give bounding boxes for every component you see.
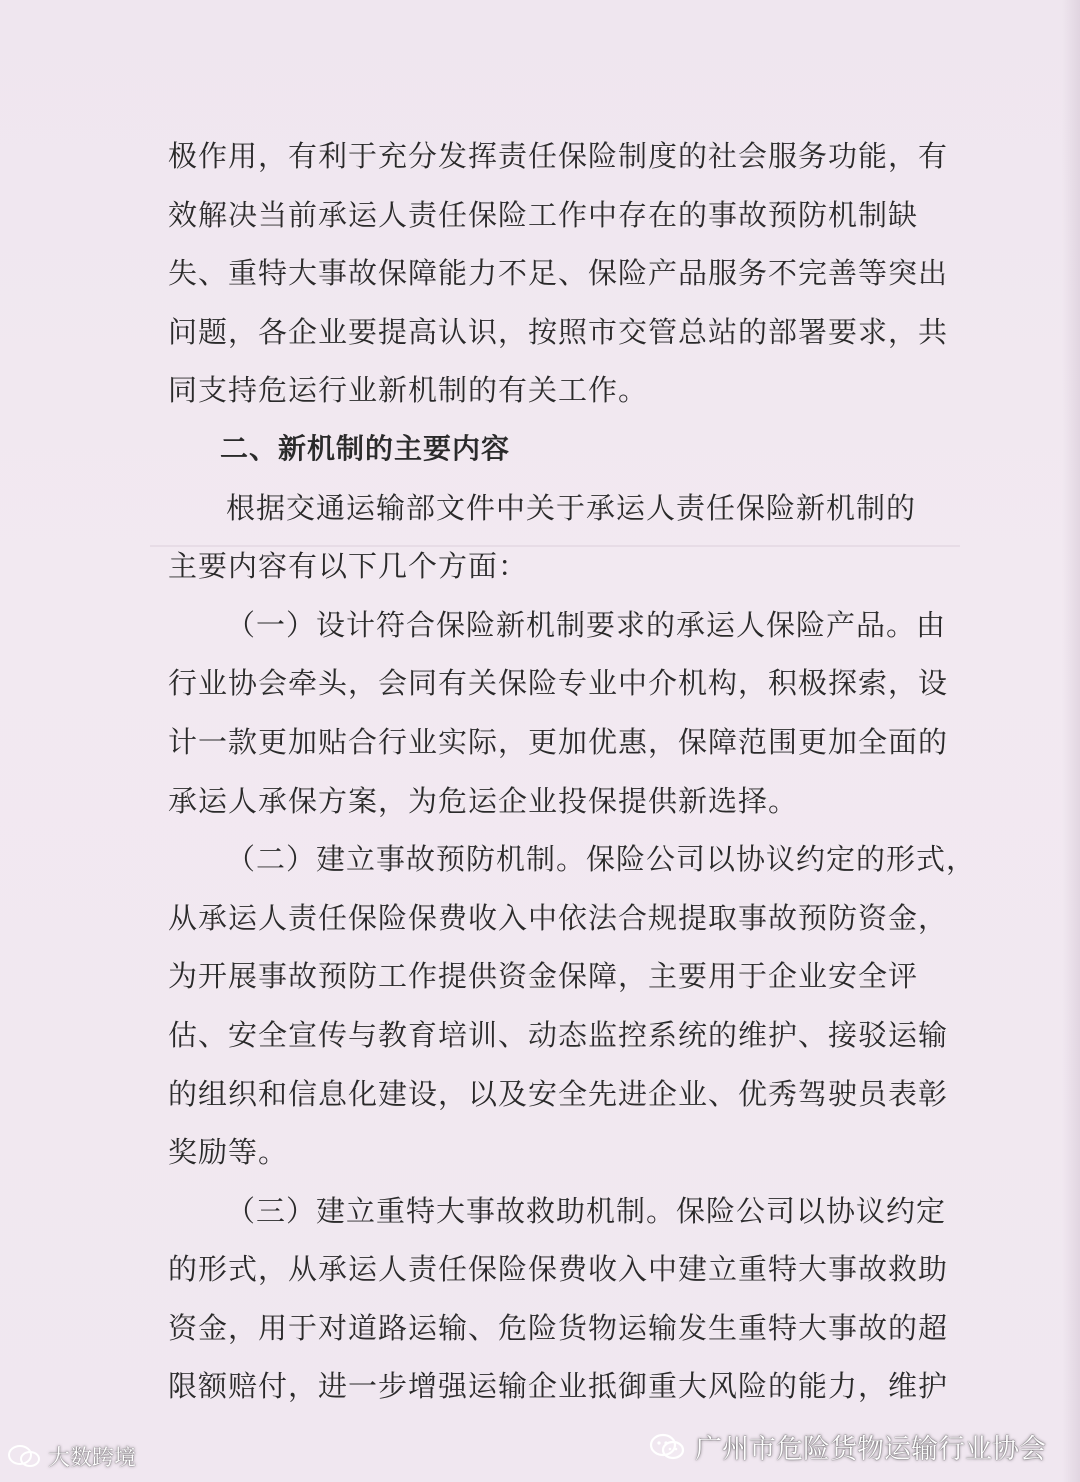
paragraph-line: 根据交通运输部文件中关于承运人责任保险新机制的	[226, 490, 917, 525]
wechat-icon	[649, 1432, 685, 1462]
paragraph-line: 同支持危运行业新机制的有关工作。	[168, 373, 649, 408]
paragraph-line: 主要内容有以下几个方面：	[168, 549, 529, 584]
left-watermark-label: 大数跨境	[48, 1446, 137, 1471]
paragraph-line: 限额赔付，进一步增强运输企业抵御重大风险的能力，维护	[168, 1369, 949, 1404]
paragraph-line: 的形式，从承运人责任保险保费收入中建立重特大事故救助	[168, 1252, 949, 1287]
paragraph-line: 奖励等。	[168, 1135, 289, 1170]
footer-watermarks	[0, 1422, 1080, 1482]
paragraph-line: 行业协会牵头，会同有关保险专业中介机构，积极探索，设	[168, 666, 949, 701]
paragraph-line: （一）设计符合保险新机制要求的承运人保险产品。由	[226, 607, 947, 642]
paragraph-line: （三）建立重特大事故救助机制。保险公司以协议约定	[226, 1193, 947, 1228]
paragraph-line: 计一款更加贴合行业实际，更加优惠，保障范围更加全面的	[168, 724, 949, 759]
paragraph-line: 极作用，有利于充分发挥责任保险制度的社会服务功能，有	[168, 139, 949, 173]
paragraph-line: 从承运人责任保险保费收入中依法合规提取事故预防资金，	[168, 900, 949, 935]
paragraph-line: 的组织和信息化建设，以及安全先进企业、优秀驾驶员表彰	[168, 1076, 949, 1111]
left-watermark	[6, 1441, 136, 1472]
right-watermark-label: 广州市危险货物运输行业协会	[695, 1434, 1046, 1465]
paragraph-line: （二）建立事故预防机制。保险公司以协议约定的形式，	[226, 842, 977, 877]
paragraph-line: 效解决当前承运人责任保险工作中存在的事故预防机制缺	[168, 197, 919, 232]
section-heading: 二、新机制的主要内容	[220, 431, 511, 465]
right-watermark	[649, 1427, 1046, 1466]
paragraph-line: 为开展事故预防工作提供资金保障，主要用于企业安全评	[168, 959, 919, 994]
document-body	[168, 134, 977, 1423]
paragraph-line: 问题，各企业要提高认识，按照市交管总站的部署要求，共	[168, 314, 949, 349]
paragraph-line: 资金，用于对道路运输、危险货物运输发生重特大事故的超	[168, 1310, 949, 1345]
paragraph-line: 承运人承保方案，为危运企业投保提供新选择。	[168, 783, 799, 818]
chat-bubble-icon	[6, 1442, 42, 1472]
paragraph-line: 估、安全宣传与教育培训、动态监控系统的维护、接驳运输	[168, 1017, 949, 1052]
paragraph-line: 失、重特大事故保障能力不足、保险产品服务不完善等突出	[168, 256, 949, 291]
scan-edge-shadow	[1062, 0, 1080, 1482]
